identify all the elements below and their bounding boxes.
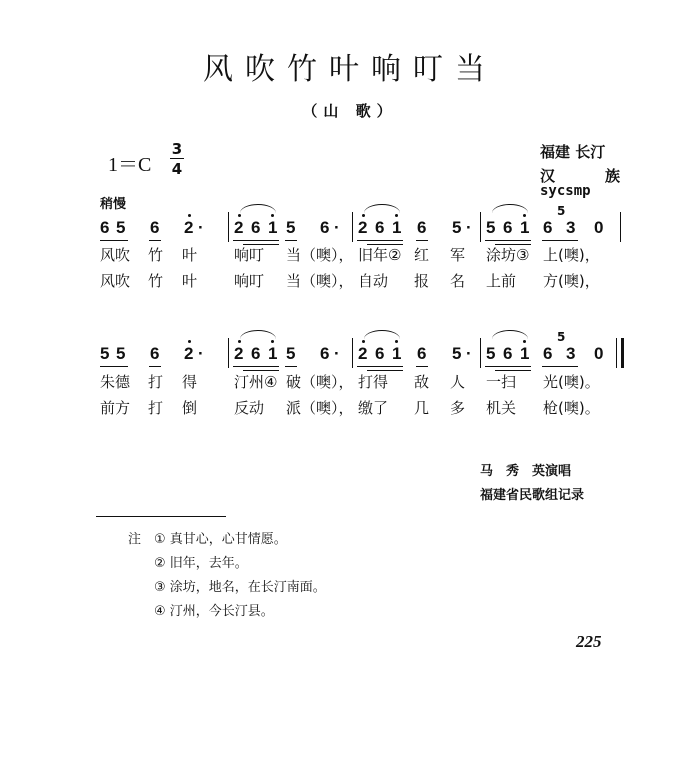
origin-ethnicity: 汉 族	[540, 167, 620, 185]
footnotes	[128, 528, 326, 624]
note: 1	[268, 218, 278, 237]
footnote-item: ② 旧年，去年。	[154, 556, 248, 571]
note: 2	[184, 218, 194, 237]
footnote-divider	[96, 516, 226, 517]
singer-credit: 马 秀 英演唱	[480, 464, 572, 479]
note: 2	[358, 344, 368, 363]
note: 5	[452, 344, 462, 363]
note: 6	[375, 218, 385, 237]
note: 0	[594, 218, 604, 237]
note: ·	[198, 344, 204, 363]
note: 5	[452, 218, 462, 237]
note: 6	[417, 218, 427, 237]
watermark: sycsmp	[540, 183, 591, 199]
note: ·	[198, 218, 204, 237]
footnote-label: 注	[128, 532, 142, 547]
footnote-item: ④ 汀州，今长汀县。	[154, 604, 274, 619]
note: 5	[486, 218, 496, 237]
note: ·	[466, 344, 472, 363]
note: 6	[320, 218, 330, 237]
footnote-item: ① 真甘心，心甘情愿。	[154, 532, 287, 547]
note: 2	[234, 344, 244, 363]
note: 2	[358, 218, 368, 237]
grace-note: 5	[557, 330, 566, 344]
note: 5	[286, 218, 296, 237]
note: ·	[334, 218, 340, 237]
note: ·	[466, 218, 472, 237]
note: 1	[520, 218, 530, 237]
time-numerator: 3	[171, 140, 183, 158]
note: 5	[116, 218, 126, 237]
grace-note: 5	[557, 204, 566, 218]
score-line-2	[100, 330, 630, 372]
lyrics-line-2: 朱德 打 得 汀州④ 破（噢）， 打得 敌 人 一扫 光(噢)。 前方 打 倒 反动 派（噢）， 缴了 几 多 机关 枪(噢)。	[100, 373, 600, 417]
note: 6	[543, 218, 553, 237]
origin-info	[540, 140, 620, 188]
note: 3	[566, 344, 576, 363]
recorder-credit: 福建省民歌组记录	[480, 488, 585, 503]
note: 6	[503, 218, 513, 237]
note: 6	[543, 344, 553, 363]
tempo-marking: 稍慢	[100, 197, 127, 212]
footnote-item: ③ 涂坊，地名，在长汀南面。	[154, 580, 326, 595]
note: 1	[520, 344, 530, 363]
note: 3	[566, 218, 576, 237]
note: 2	[234, 218, 244, 237]
note: 1	[392, 344, 402, 363]
note: 6	[150, 344, 160, 363]
key-signature: 1＝C	[108, 154, 152, 176]
note: 5	[100, 344, 110, 363]
note: 0	[594, 344, 604, 363]
song-genre: （山 歌）	[302, 102, 398, 120]
note: 1	[268, 344, 278, 363]
time-denominator: 4	[171, 160, 183, 178]
note: 6	[320, 344, 330, 363]
note: 6	[251, 344, 261, 363]
note: 6	[417, 344, 427, 363]
note: 5	[286, 344, 296, 363]
page-number: 225	[576, 632, 602, 651]
song-title: 风吹竹叶响叮当	[203, 52, 497, 87]
note: 1	[392, 218, 402, 237]
note: 6	[100, 218, 110, 237]
note: 6	[375, 344, 385, 363]
time-signature	[170, 140, 184, 179]
origin-place: 福建 长汀	[540, 143, 606, 161]
note: 6	[503, 344, 513, 363]
note: 6	[150, 218, 160, 237]
note: 2	[184, 344, 194, 363]
note: 5	[116, 344, 126, 363]
lyrics-line-1: 风吹 竹 叶 响叮 当（噢）， 旧年② 红 军 涂坊③ 上(噢)， 风吹 竹 叶 响叮 当（噢）， 自动 报 名 上前 方(噢)，	[100, 246, 600, 290]
note: 5	[486, 344, 496, 363]
note: ·	[334, 344, 340, 363]
note: 6	[251, 218, 261, 237]
